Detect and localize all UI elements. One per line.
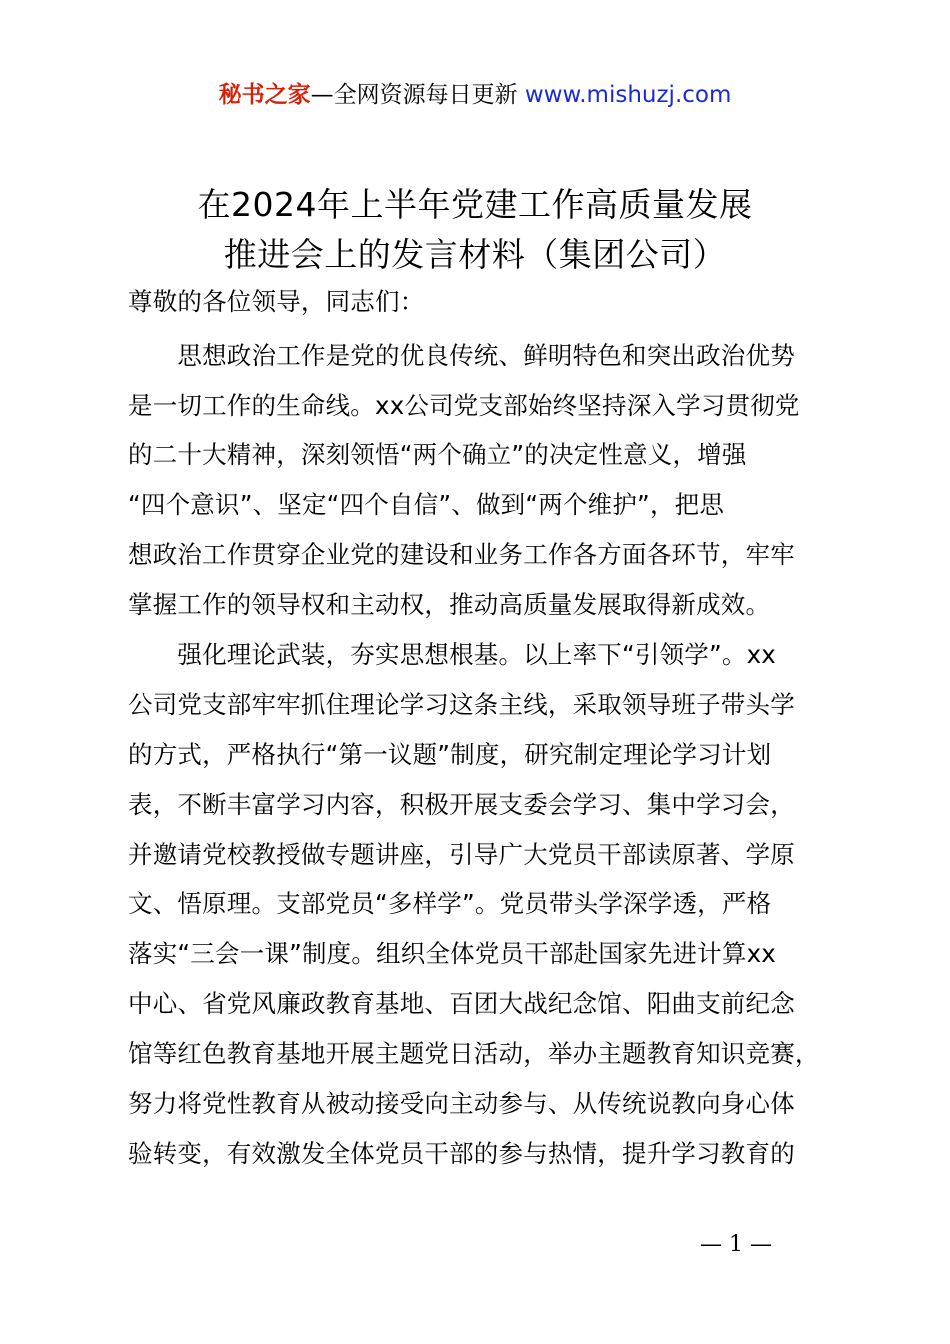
body-line: 强化理论武装，夯实思想根基。以上率下“引领学”。xx: [128, 640, 776, 669]
body-line: 尊敬的各位领导，同志们：: [128, 287, 425, 316]
body-line: 想政治工作贯穿企业党的建设和业务工作各方面各环节，牢牢: [128, 540, 795, 569]
body-line: 验转变，有效激发全体党员干部的参与热情，提升学习教育的: [128, 1139, 795, 1168]
body-line: 馆等红色教育基地开展主题党日活动，举办主题教育知识竞赛，: [128, 1039, 820, 1068]
body-line: “四个意识”、坚定“四个自信”、做到“两个维护”，把思: [128, 490, 725, 519]
body-line: 思想政治工作是党的优良传统、鲜明特色和突出政治优势: [128, 341, 795, 370]
body-line: 中心、省党风廉政教育基地、百团大战纪念馆、阳曲支前纪念: [128, 989, 795, 1018]
body-line: 的二十大精神，深刻领悟“两个确立”的决定性意义，增强: [128, 440, 747, 469]
body-line: 是一切工作的生命线。xx公司党支部始终坚持深入学习贯彻党: [128, 391, 800, 420]
body-line: 文、悟原理。支部党员“多样学”。党员带头学深学透，严格: [128, 889, 772, 918]
body-line: 公司党支部牢牢抓住理论学习这条主线，采取领导班子带头学: [128, 690, 795, 719]
brand-name: 秘书之家: [218, 82, 311, 108]
site-header: [0, 78, 950, 112]
body-line: 落实“三会一课”制度。组织全体党员干部赴国家先进计算xx: [128, 939, 776, 968]
body-line: 努力将党性教育从被动接受向主动参与、从传统说教向身心体: [128, 1089, 795, 1118]
header-tagline: —全网资源每日更新: [310, 82, 518, 108]
document-title-line-1: 在2024年上半年党建工作高质量发展: [197, 185, 753, 224]
site-url-link[interactable]: www.mishuzj.com: [524, 82, 732, 108]
document-title-line-2: 推进会上的发言材料（集团公司）: [223, 235, 727, 274]
body-line: 并邀请党校教授做专题讲座，引导广大党员干部读原著、学原: [128, 840, 795, 869]
body-line: 掌握工作的领导权和主动权，推动高质量发展取得新成效。: [128, 590, 771, 619]
body-line: 表，不断丰富学习内容，积极开展支委会学习、集中学习会，: [128, 790, 795, 819]
body-line: 的方式，严格执行“第一议题”制度，研究制定理论学习计划: [128, 740, 772, 769]
page-number: — 1 —: [700, 1232, 772, 1257]
